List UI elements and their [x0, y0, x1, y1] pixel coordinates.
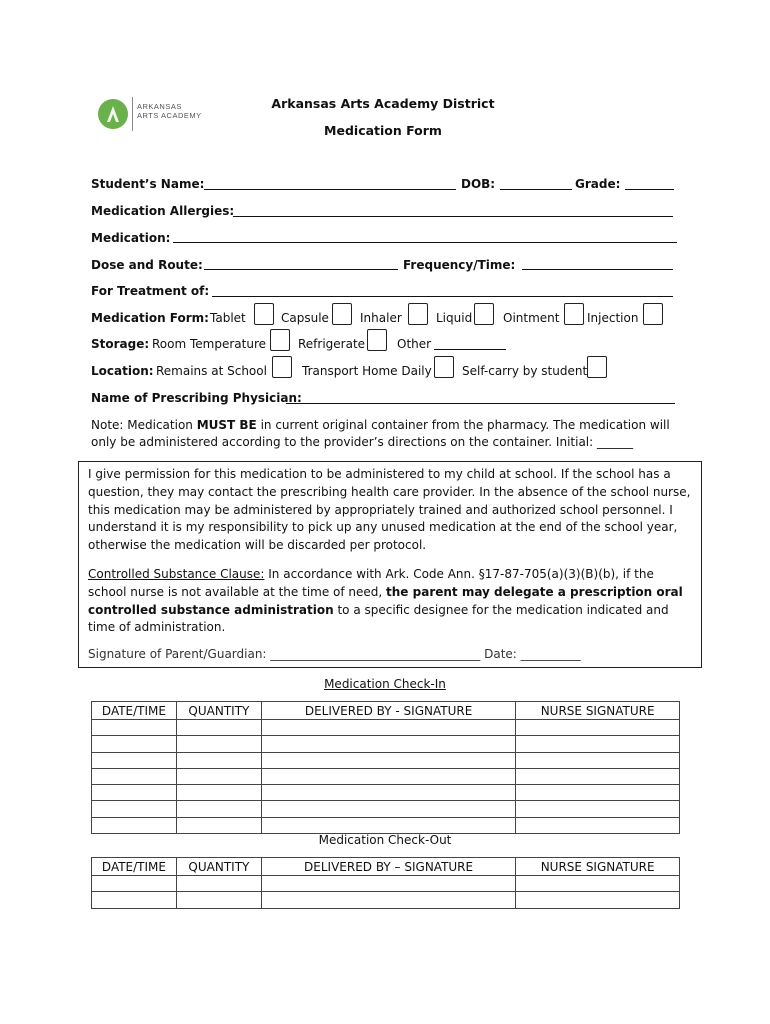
table-cell[interactable]	[92, 876, 177, 892]
remains-school-checkbox[interactable]	[272, 356, 292, 378]
table-cell[interactable]	[176, 801, 261, 817]
physician-field[interactable]	[286, 403, 675, 404]
refrigerate-label: Refrigerate	[298, 337, 366, 351]
grade-label-wrap	[575, 177, 620, 191]
capsule-label: Capsule	[281, 311, 329, 325]
table-cell[interactable]	[176, 736, 261, 752]
checkout-header-quantity: QUANTITY	[176, 858, 261, 876]
table-cell[interactable]	[176, 752, 261, 768]
checkin-table	[91, 701, 680, 834]
medication-form-label: Medication Form:	[91, 311, 209, 325]
table-cell[interactable]	[92, 736, 177, 752]
ointment-checkbox[interactable]	[564, 303, 584, 325]
table-row	[92, 752, 680, 768]
injection-checkbox[interactable]	[643, 303, 663, 325]
logo-line-1: ARKANSAS	[137, 102, 182, 111]
table-cell[interactable]	[516, 817, 680, 833]
clause-text-2: to a specific designee for the medication indicated and time of administration.	[88, 602, 669, 635]
table-cell[interactable]	[92, 785, 177, 801]
table-row	[92, 817, 680, 833]
table-cell[interactable]	[261, 736, 515, 752]
table-cell[interactable]	[92, 817, 177, 833]
table-row	[92, 801, 680, 817]
dose-label: Dose and Route:	[91, 258, 203, 272]
table-cell[interactable]	[261, 785, 515, 801]
other-label: Other	[397, 337, 432, 351]
dose-row	[91, 258, 203, 272]
student-name-label: Student’s Name:	[91, 177, 205, 191]
frequency-field[interactable]	[522, 269, 673, 270]
table-cell[interactable]	[261, 817, 515, 833]
container-note	[91, 417, 681, 451]
dob-label: DOB:	[461, 177, 496, 191]
self-carry-checkbox[interactable]	[587, 356, 607, 378]
table-row	[92, 785, 680, 801]
table-cell[interactable]	[92, 720, 177, 736]
table-cell[interactable]	[516, 801, 680, 817]
logo-line-2: ARTS ACADEMY	[137, 111, 202, 120]
table-cell[interactable]	[176, 817, 261, 833]
clause-label: Controlled Substance Clause:	[88, 567, 265, 581]
table-cell[interactable]	[92, 768, 177, 784]
table-row	[92, 720, 680, 736]
medication-row	[91, 231, 170, 245]
grade-label: Grade:	[575, 177, 621, 191]
table-cell[interactable]	[516, 736, 680, 752]
student-name-field[interactable]	[204, 189, 456, 190]
checkout-header-nurse: NURSE SIGNATURE	[516, 858, 680, 876]
table-cell[interactable]	[176, 876, 261, 892]
table-row	[92, 768, 680, 784]
other-storage-field[interactable]	[434, 349, 506, 350]
storage-label: Storage:	[91, 337, 150, 351]
self-carry-label: Self-carry by student	[462, 364, 588, 378]
table-cell[interactable]	[261, 876, 515, 892]
table-cell[interactable]	[261, 720, 515, 736]
frequency-label-wrap	[403, 258, 515, 272]
checkin-header-date: DATE/TIME	[92, 702, 177, 720]
form-title: Medication Form	[324, 123, 442, 138]
table-cell[interactable]	[92, 752, 177, 768]
controlled-substance-clause	[88, 566, 694, 637]
transport-home-checkbox[interactable]	[434, 356, 454, 378]
student-name-row	[91, 177, 204, 191]
table-row	[92, 892, 680, 908]
storage-row	[91, 337, 149, 351]
table-cell[interactable]	[261, 892, 515, 908]
allergies-label: Medication Allergies:	[91, 204, 235, 218]
parent-signature-line[interactable]: Signature of Parent/Guardian: ___________________________________ Date: __________	[88, 647, 581, 661]
checkin-header-nurse: NURSE SIGNATURE	[516, 702, 680, 720]
treatment-row	[91, 284, 209, 298]
checkout-header-delivered: DELIVERED BY – SIGNATURE	[261, 858, 515, 876]
checkout-table	[91, 857, 680, 909]
room-temp-checkbox[interactable]	[270, 329, 290, 351]
permission-text: I give permission for this medication to be administered to my child at school. If the school has a question, they may contact the prescribing health care provider. In the absence of the school nurse, this medication may be administered by appropriately trained and authorized school personnel. I understand it is my responsibility to pick up any unused medication at the end of the school year, otherwise the medication will be discarded per protocol.	[88, 467, 691, 553]
table-cell[interactable]	[92, 892, 177, 908]
checkout-title: Medication Check-Out	[318, 833, 452, 847]
physician-row	[91, 391, 302, 405]
table-cell[interactable]	[516, 720, 680, 736]
table-cell[interactable]	[92, 801, 177, 817]
checkout-header-row	[92, 858, 680, 876]
table-cell[interactable]	[516, 768, 680, 784]
clause-text-1: In accordance with Ark. Code Ann. §17-87-705(a)(3)(B)(b), if the school nurse is not available at the time of need,	[88, 567, 654, 599]
note-must-be: MUST BE	[196, 418, 257, 432]
table-cell[interactable]	[176, 892, 261, 908]
ointment-label: Ointment	[503, 311, 560, 325]
physician-label: Name of Prescribing Physician:	[91, 391, 302, 405]
transport-home-label: Transport Home Daily	[302, 364, 432, 378]
medication-form-row	[91, 311, 209, 325]
frequency-label: Frequency/Time:	[403, 258, 516, 272]
checkin-title: Medication Check-In	[324, 677, 446, 691]
injection-label: Injection	[587, 311, 639, 325]
location-label: Location:	[91, 364, 154, 378]
capsule-checkbox[interactable]	[332, 303, 352, 325]
table-row	[92, 876, 680, 892]
checkout-header-date: DATE/TIME	[92, 858, 177, 876]
allergies-row	[91, 204, 234, 218]
remains-school-label: Remains at School	[156, 364, 267, 378]
table-cell[interactable]	[261, 801, 515, 817]
medication-field[interactable]	[173, 242, 677, 243]
tablet-label: Tablet	[210, 311, 246, 325]
liquid-label: Liquid	[436, 311, 473, 325]
district-title: Arkansas Arts Academy District	[271, 96, 495, 111]
location-row	[91, 364, 154, 378]
table-cell[interactable]	[516, 752, 680, 768]
allergies-field[interactable]	[233, 216, 673, 217]
table-cell[interactable]	[176, 785, 261, 801]
dose-field[interactable]	[204, 269, 398, 270]
table-cell[interactable]	[176, 768, 261, 784]
checkin-header-row	[92, 702, 680, 720]
grade-field[interactable]	[625, 189, 674, 190]
table-cell[interactable]	[261, 752, 515, 768]
dob-label-wrap	[461, 177, 495, 191]
dob-field[interactable]	[500, 189, 572, 190]
tablet-checkbox[interactable]	[254, 303, 274, 325]
treatment-field[interactable]	[212, 296, 673, 297]
inhaler-label: Inhaler	[360, 311, 402, 325]
room-temp-label: Room Temperature	[152, 337, 266, 351]
refrigerate-checkbox[interactable]	[367, 329, 387, 351]
clause-bold: the parent may delegate a prescription oral controlled substance administration	[88, 584, 683, 617]
medication-label: Medication:	[91, 231, 171, 245]
table-cell[interactable]	[516, 892, 680, 908]
liquid-checkbox[interactable]	[474, 303, 494, 325]
checkin-header-delivered: DELIVERED BY - SIGNATURE	[261, 702, 515, 720]
note-prefix: Note: Medication	[91, 418, 197, 432]
treatment-label: For Treatment of:	[91, 284, 210, 298]
table-row	[92, 736, 680, 752]
table-cell[interactable]	[516, 876, 680, 892]
table-cell[interactable]	[176, 720, 261, 736]
inhaler-checkbox[interactable]	[408, 303, 428, 325]
table-cell[interactable]	[516, 785, 680, 801]
checkin-header-quantity: QUANTITY	[176, 702, 261, 720]
note-rest: in current original container from the pharmacy. The medication will only be administered according to the provider’s directions on the container. Initial: ______	[91, 418, 670, 449]
table-cell[interactable]	[261, 768, 515, 784]
